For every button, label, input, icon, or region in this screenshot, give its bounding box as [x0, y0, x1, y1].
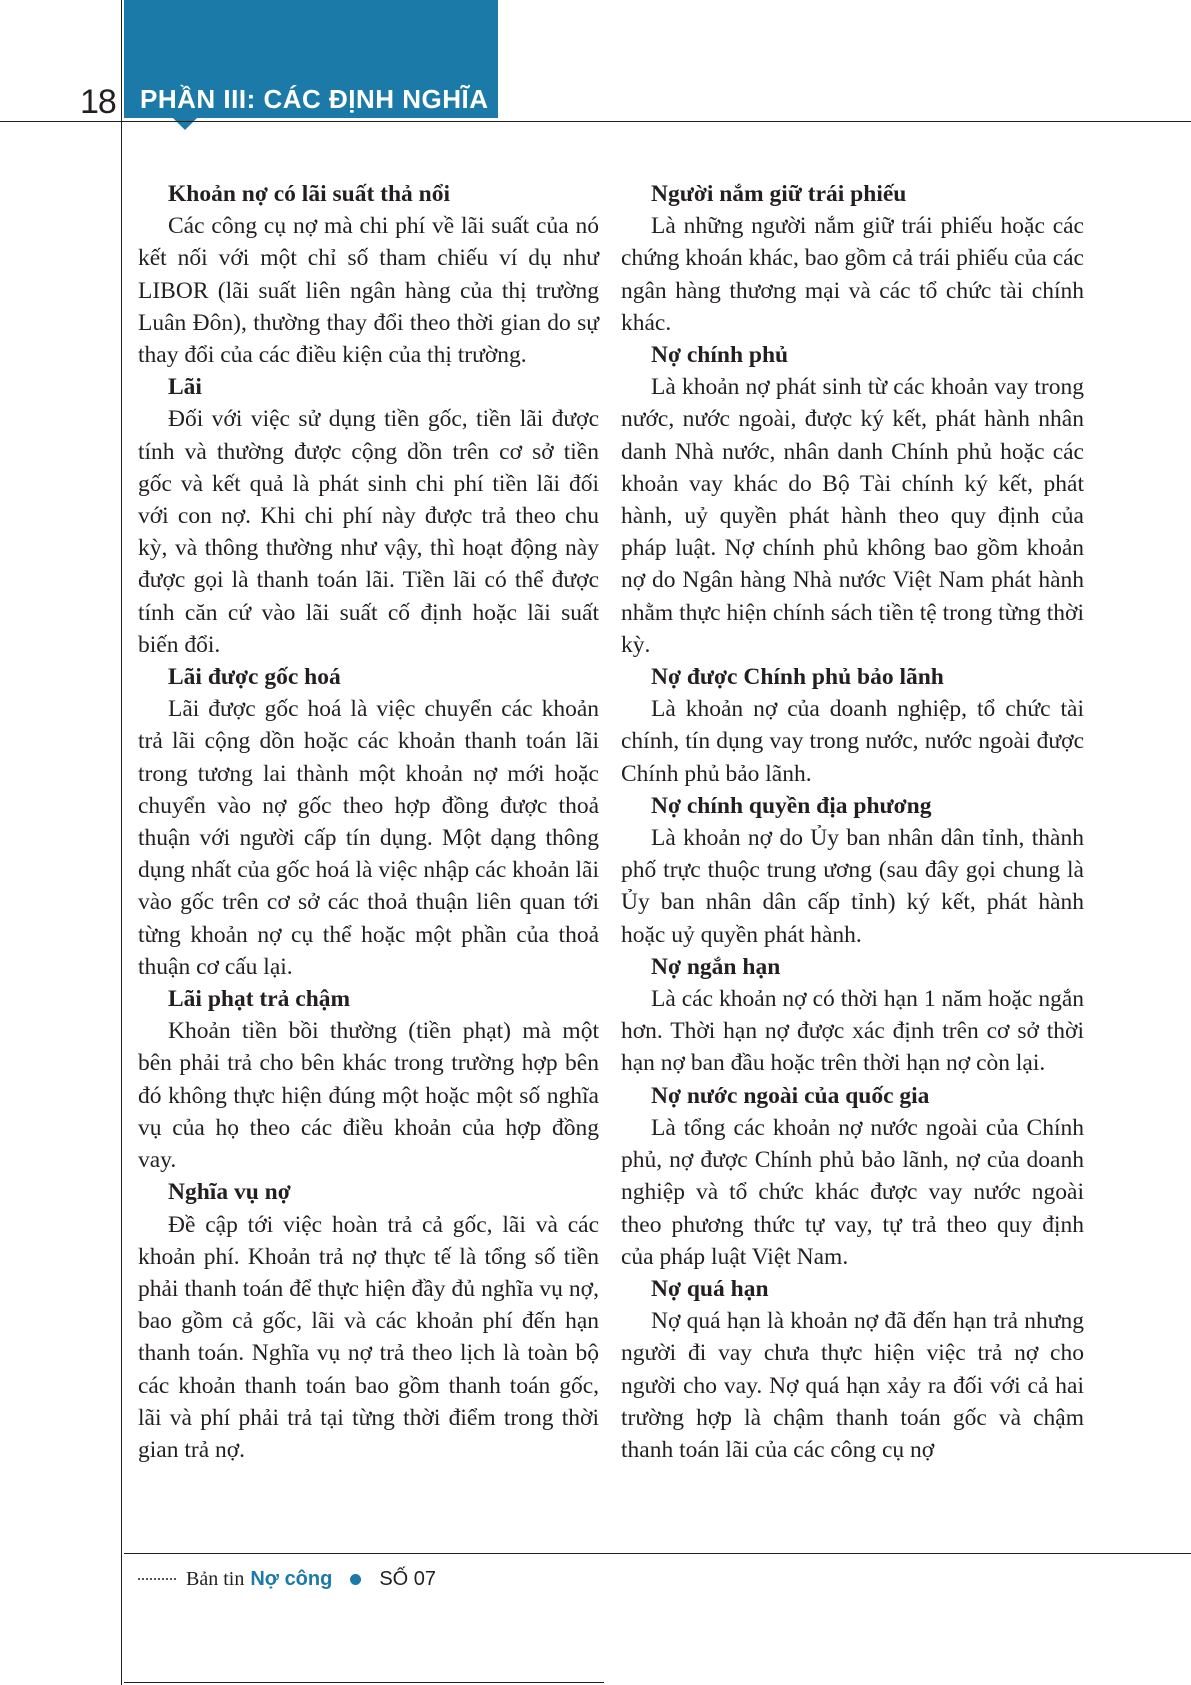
definition-entry [621, 339, 1084, 661]
bulletin-brand: Nợ công [250, 1568, 333, 1590]
term-definition: Là các khoản nợ có thời hạn 1 năm hoặc ngắn hơn. Thời hạn nợ được xác định trên cơ sở thời hạn nợ ban đầu hoặc trên thời hạn nợ còn lại. [621, 986, 1084, 1077]
term-heading: Lãi được gốc hoá [168, 664, 341, 691]
term-heading: Nợ quá hạn [651, 1275, 769, 1302]
definition-entry [621, 178, 1084, 339]
term-heading: Người nắm giữ trái phiếu [651, 181, 907, 207]
left-column [138, 178, 599, 1466]
term-heading: Nợ chính phủ [651, 342, 789, 369]
term-heading: Lãi phạt trả chậm [168, 986, 351, 1013]
term-definition: Là khoản nợ của doanh nghiệp, tổ chức tài chính, tín dụng vay trong nước, nước ngoài được Chính phủ bảo lãnh. [621, 696, 1084, 787]
term-definition: Là tổng các khoản nợ nước ngoài của Chính phủ, nợ được Chính phủ bảo lãnh, nợ của doanh nghiệp và tổ chức khác được vay nước ngoài theo phương thức tự vay, tự trả theo quy định của pháp luật Việt Nam. [621, 1114, 1084, 1270]
right-column [621, 178, 1084, 1466]
footer-rule [124, 1553, 1191, 1554]
bottom-rule [124, 1682, 604, 1683]
definition-entry [138, 1176, 599, 1466]
margin-vertical-rule [121, 0, 122, 1685]
section-title: PHẦN III: CÁC ĐỊNH NGHĨA [140, 84, 489, 114]
term-heading: Lãi [168, 374, 202, 401]
term-heading: Khoản nợ có lãi suất thả nổi [168, 181, 451, 207]
term-definition: Khoản tiền bồi thường (tiền phạt) mà một bên phải trả cho bên khác trong trường hợp bên đó không thực hiện đúng một hoặc một số nghĩa vụ của họ theo các điều khoản của hợp đồng vay. [138, 1018, 599, 1174]
term-heading: Nợ nước ngoài của quốc gia [651, 1082, 930, 1109]
header-pointer [172, 117, 198, 130]
term-definition: Đề cập tới việc hoàn trả cả gốc, lãi và các khoản phí. Khoản trả nợ thực tế là tổng số tiền phải thanh toán để thực hiện đầy đủ nghĩa vụ nợ, bao gồm cả gốc, lãi và các khoản phí đến hạn thanh toán. Nghĩa vụ nợ trả theo lịch là toàn bộ các khoản thanh toán bao gồm thanh toán gốc, lãi và phí phải trả tại từng thời điểm trong thời gian trả nợ. [138, 1211, 599, 1463]
term-definition: Là những người nắm giữ trái phiếu hoặc các chứng khoán khác, bao gồm cả trái phiếu của các ngân hàng thương mại và các tổ chức tài chính khác. [621, 213, 1084, 336]
header-rule [0, 121, 1191, 122]
definition-entry [138, 371, 599, 661]
footer [138, 1564, 436, 1594]
definition-entry [138, 178, 599, 371]
term-heading: Nghĩa vụ nợ [168, 1179, 291, 1206]
term-definition: Nợ quá hạn là khoản nợ đã đến hạn trả nhưng người đi vay chưa thực hiện việc trả nợ cho người cho vay. Nợ quá hạn xảy ra đối với cả hai trường hợp là chậm thanh toán gốc và chậm thanh toán lãi của các công cụ nợ [621, 1308, 1084, 1463]
term-definition: Là khoản nợ phát sinh từ các khoản vay trong nước, nước ngoài, được ký kết, phát hành nhân danh Nhà nước, nhân danh Chính phủ hoặc các khoản vay khác do Bộ Tài chính ký kết, phát hành, uỷ quyền phát hành theo quy định của pháp luật. Nợ chính phủ không bao gồm khoản nợ do Ngân hàng Nhà nước Việt Nam phát hành nhằm thực hiện chính sách tiền tệ trong từng thời kỳ. [621, 374, 1084, 658]
definition-entry [621, 790, 1084, 951]
dots-icon [138, 1578, 176, 1580]
term-definition: Đối với việc sử dụng tiền gốc, tiền lãi được tính và thường được cộng dồn trên cơ sở tiền gốc và kết quả là phát sinh chi phí tiền lãi đối với con nợ. Khi chi phí này được trả theo chu kỳ, và thông thường như vậy, thì hoạt động này được gọi là thanh toán lãi. Tiền lãi có thể được tính căn cứ vào lãi suất cố định hoặc lãi suất biến đổi. [138, 406, 599, 658]
term-definition: Các công cụ nợ mà chi phí về lãi suất của nó kết nối với một chỉ số tham chiếu ví dụ như LIBOR (lãi suất liên ngân hàng của thị trường Luân Đôn), thường thay đổi theo thời gian do sự thay đổi của các điều kiện của thị trường. [138, 213, 599, 369]
term-heading: Nợ ngắn hạn [651, 953, 781, 980]
term-definition: Là khoản nợ do Ủy ban nhân dân tỉnh, thành phố trực thuộc trung ương (sau đây gọi chung là Ủy ban nhân dân cấp tỉnh) ký kết, phát hành hoặc uỷ quyền phát hành. [621, 825, 1084, 948]
term-heading: Nợ chính quyền địa phương [651, 792, 932, 819]
issue-number: SỐ 07 [379, 1568, 437, 1590]
bulletin-label: Bản tin [186, 1568, 245, 1590]
definition-entry [621, 951, 1084, 1080]
definition-entry [138, 983, 599, 1176]
definition-entry [621, 661, 1084, 790]
term-definition: Lãi được gốc hoá là việc chuyển các khoản trả lãi cộng dồn hoặc các khoản thanh toán lãi trong tương lai thành một khoản nợ mới hoặc chuyển vào nợ gốc theo hợp đồng được thoả thuận với người cấp tín dụng. Một dạng thông dụng nhất của gốc hoá là việc nhập các khoản lãi vào gốc trên cơ sở các thoả thuận liên quan tới từng khoản nợ cụ thể hoặc một phần của thoả thuận cơ cấu lại. [138, 696, 599, 980]
page-number: 18 [80, 83, 116, 121]
definition-entry [138, 661, 599, 983]
definition-entry [621, 1080, 1084, 1273]
definition-entry [621, 1273, 1084, 1466]
term-heading: Nợ được Chính phủ bảo lãnh [651, 664, 944, 691]
bullet-icon [350, 1574, 361, 1585]
